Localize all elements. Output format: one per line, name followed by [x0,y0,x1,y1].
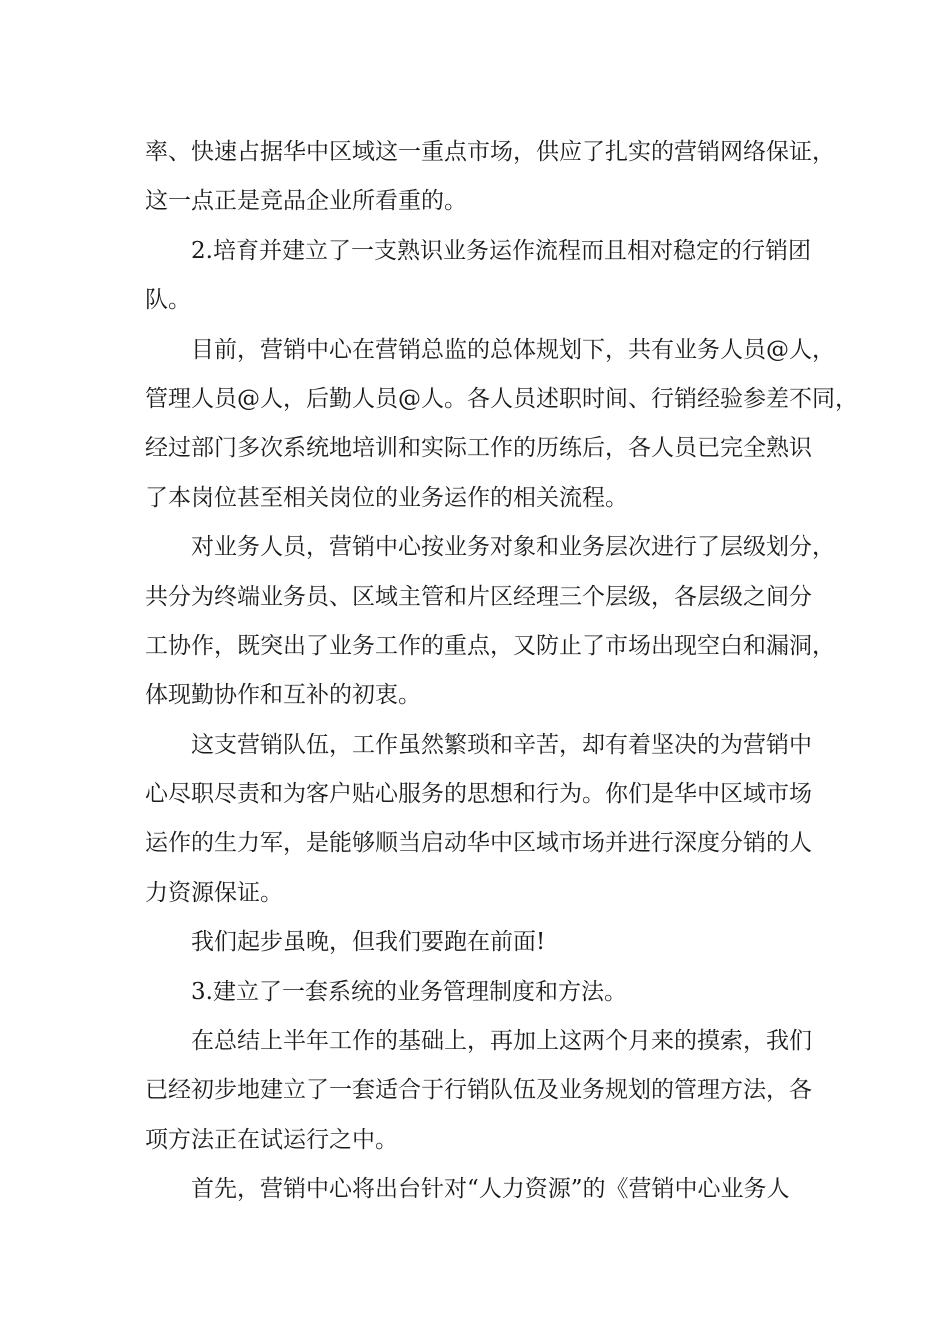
text-line: 在总结上半年工作的基础上，再加上这两个月来的摸索，我们 [191,1028,812,1055]
text-line: 心尽职尽责和为客户贴心服务的思想和行为。你们是华中区域市场 [145,781,812,808]
text-line: 已经初步地建立了一套适合于行销队伍及业务规划的管理方法，各 [145,1077,812,1104]
text-line: 工协作，既突出了业务工作的重点，又防止了市场出现空白和漏洞， [145,632,835,659]
text-line: 经过部门多次系统地培训和实际工作的历练后，各人员已完全熟识 [145,435,812,462]
text-line: 目前，营销中心在营销总监的总体规划下，共有业务人员@人， [191,336,835,363]
text-line: 这一点正是竞品企业所看重的。 [145,188,467,215]
text-line: 我们起步虽晚，但我们要跑在前面! [191,929,546,956]
text-line: 2.培育并建立了一支熟识业务运作流程而且相对稳定的行销团 [191,237,811,264]
text-line: 这支营销队伍，工作虽然繁琐和辛苦，却有着坚决的为营销中 [191,731,812,758]
text-line: 首先，营销中心将出台针对“人力资源”的《营销中心业务人 [191,1176,790,1203]
text-line: 了本岗位甚至相关岗位的业务运作的相关流程。 [145,484,628,511]
text-line: 对业务人员，营销中心按业务对象和业务层次进行了层级划分， [191,534,835,561]
body-text [145,128,858,1215]
text-line: 共分为终端业务员、区域主管和片区经理三个层级，各层级之间分 [145,583,812,610]
text-line: 体现勤协作和互补的初衷。 [145,682,421,709]
text-line: 队。 [145,287,191,314]
text-line: 项方法正在试运行之中。 [145,1126,398,1153]
text-line: 管理人员@人，后勤人员@人。各人员述职时间、行销经验参差不同， [145,385,858,412]
text-line: 力资源保证。 [145,879,283,906]
text-line: 3.建立了一套系统的业务管理制度和方法。 [191,978,627,1005]
text-line: 运作的生力军，是能够顺当启动华中区域市场并进行深度分销的人 [145,830,812,857]
text-line: 率、快速占据华中区域这一重点市场，供应了扎实的营销网络保证， [145,139,835,165]
